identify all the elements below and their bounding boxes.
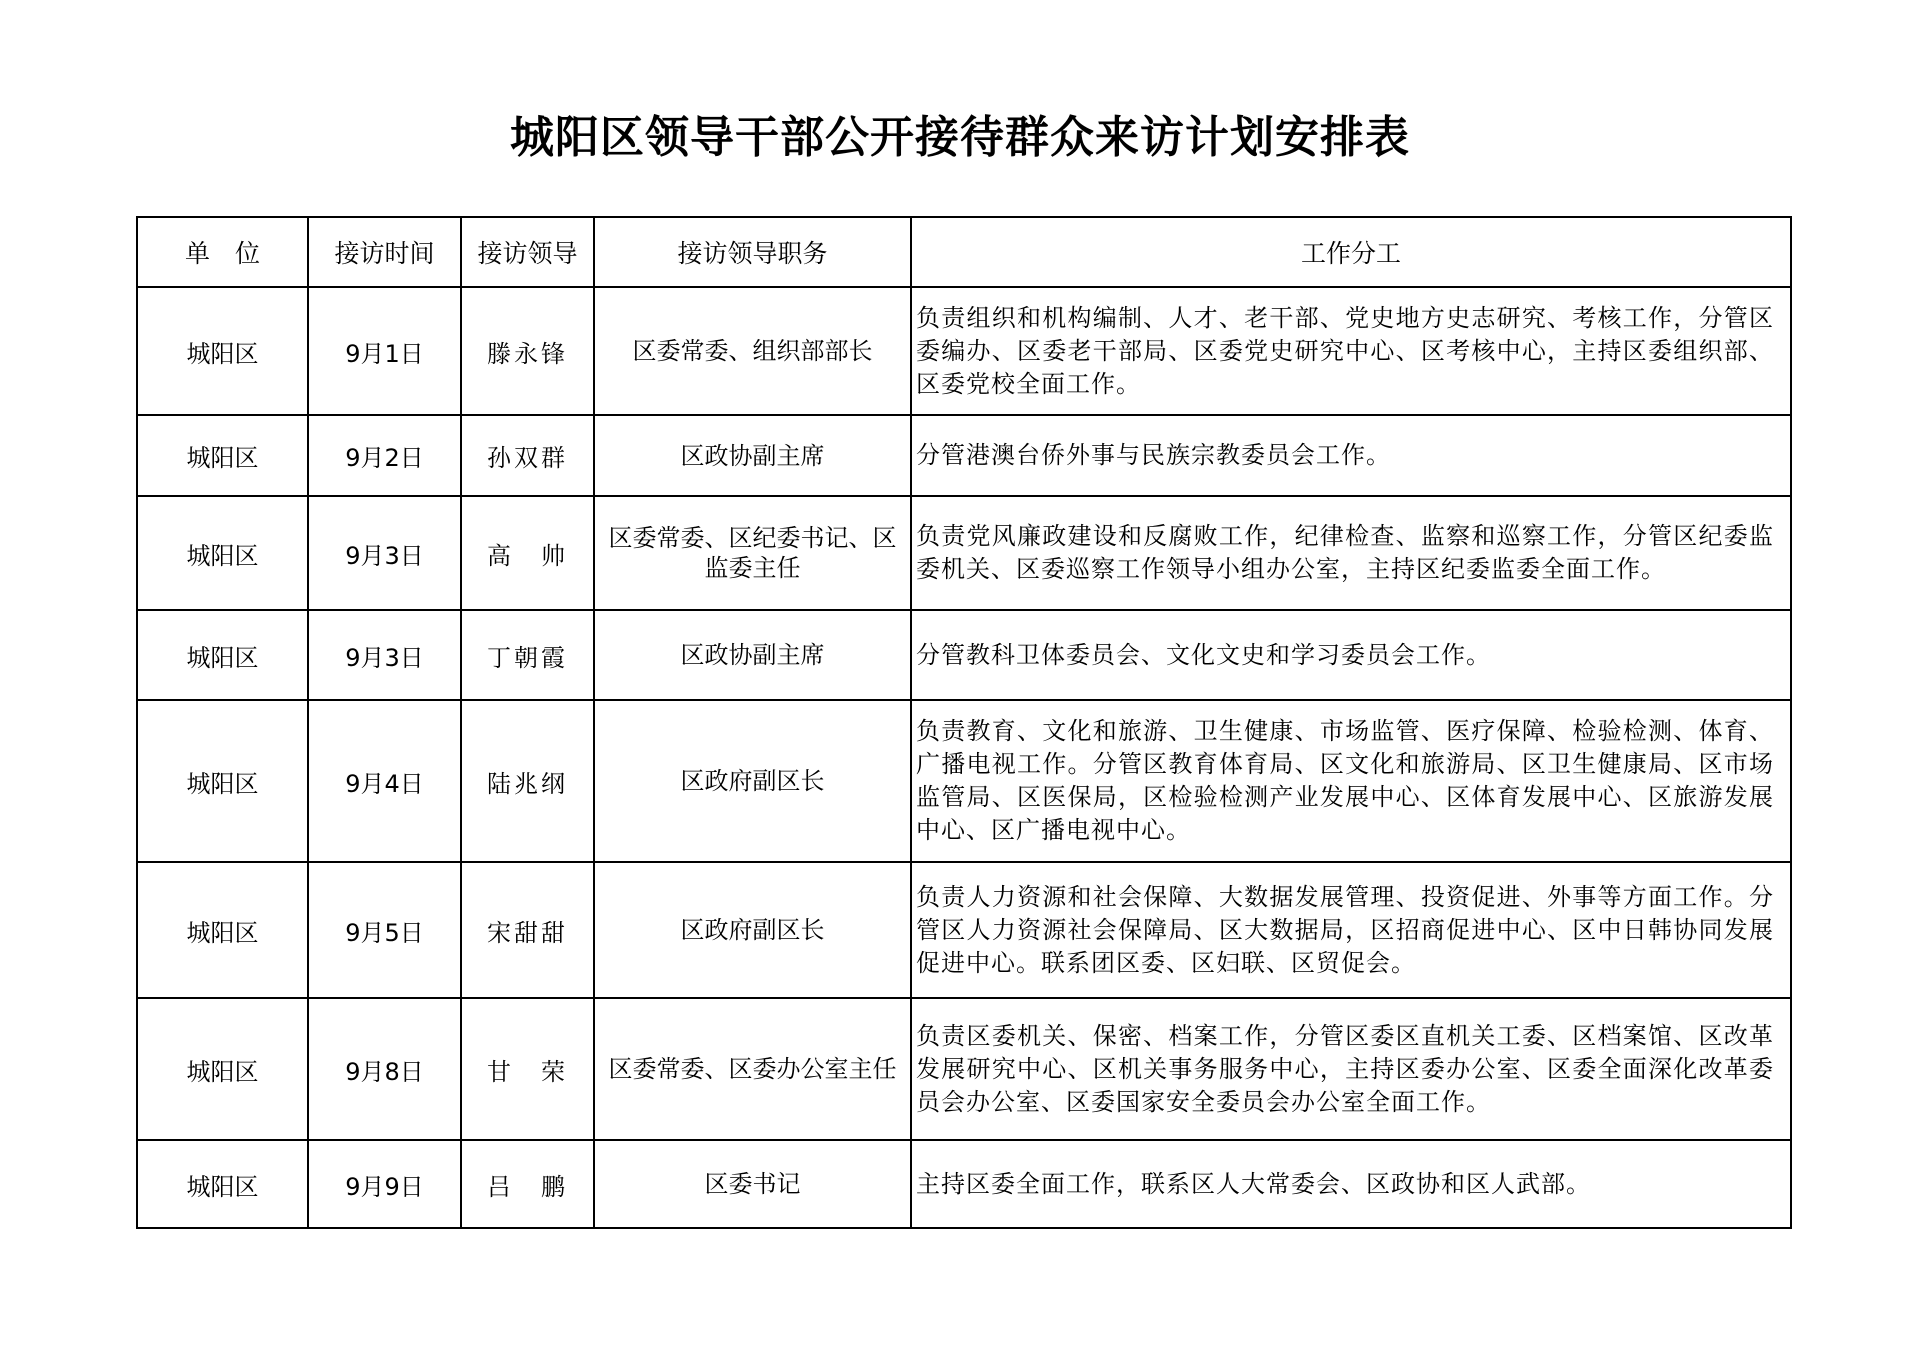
table-row (137, 862, 1791, 998)
cell-leader: 陆兆纲 (461, 700, 594, 862)
header-unit: 单 位 (137, 217, 308, 287)
cell-time: 9月3日 (308, 610, 461, 700)
header-duty: 工作分工 (911, 217, 1791, 287)
table-row (137, 496, 1791, 610)
cell-unit: 城阳区 (137, 862, 308, 998)
cell-leader: 滕永锋 (461, 287, 594, 415)
table-row (137, 998, 1791, 1140)
cell-position: 区政协副主席 (594, 415, 911, 496)
header-leader: 接访领导 (461, 217, 594, 287)
table-row (137, 610, 1791, 700)
cell-unit: 城阳区 (137, 287, 308, 415)
cell-time: 9月5日 (308, 862, 461, 998)
cell-unit: 城阳区 (137, 998, 308, 1140)
cell-leader: 孙双群 (461, 415, 594, 496)
cell-position: 区政府副区长 (594, 862, 911, 998)
table-row (137, 700, 1791, 862)
cell-time: 9月8日 (308, 998, 461, 1140)
cell-position: 区委书记 (594, 1140, 911, 1228)
header-position: 接访领导职务 (594, 217, 911, 287)
cell-unit: 城阳区 (137, 700, 308, 862)
cell-duty: 负责教育、文化和旅游、卫生健康、市场监管、医疗保障、检验检测、体育、广播电视工作。分管区教育体育局、区文化和旅游局、区卫生健康局、区市场监管局、区医保局，区检验检测产业发展中心、区体育发展中心、区旅游发展中心、区广播电视中心。 (911, 700, 1791, 862)
cell-position: 区委常委、区纪委书记、区监委主任 (594, 496, 911, 610)
cell-time: 9月9日 (308, 1140, 461, 1228)
cell-unit: 城阳区 (137, 415, 308, 496)
cell-time: 9月4日 (308, 700, 461, 862)
cell-duty: 主持区委全面工作，联系区人大常委会、区政协和区人武部。 (911, 1140, 1791, 1228)
cell-position: 区委常委、组织部部长 (594, 287, 911, 415)
cell-leader: 甘 荣 (461, 998, 594, 1140)
page-title: 城阳区领导干部公开接待群众来访计划安排表 (510, 112, 1410, 163)
cell-duty: 负责人力资源和社会保障、大数据发展管理、投资促进、外事等方面工作。分管区人力资源社会保障局、区大数据局，区招商促进中心、区中日韩协同发展促进中心。联系团区委、区妇联、区贸促会。 (911, 862, 1791, 998)
cell-duty: 分管港澳台侨外事与民族宗教委员会工作。 (911, 415, 1791, 496)
cell-position: 区政协副主席 (594, 610, 911, 700)
cell-duty: 负责区委机关、保密、档案工作，分管区委区直机关工委、区档案馆、区改革发展研究中心、区机关事务服务中心，主持区委办公室、区委全面深化改革委员会办公室、区委国家安全委员会办公室全面工作。 (911, 998, 1791, 1140)
cell-leader: 高 帅 (461, 496, 594, 610)
header-time: 接访时间 (308, 217, 461, 287)
table-row (137, 287, 1791, 415)
cell-duty: 分管教科卫体委员会、文化文史和学习委员会工作。 (911, 610, 1791, 700)
table-row (137, 1140, 1791, 1228)
cell-unit: 城阳区 (137, 1140, 308, 1228)
schedule-table (136, 216, 1792, 1229)
cell-position: 区政府副区长 (594, 700, 911, 862)
cell-leader: 宋甜甜 (461, 862, 594, 998)
cell-duty: 负责组织和机构编制、人才、老干部、党史地方史志研究、考核工作，分管区委编办、区委老干部局、区委党史研究中心、区考核中心，主持区委组织部、区委党校全面工作。 (911, 287, 1791, 415)
cell-time: 9月2日 (308, 415, 461, 496)
cell-unit: 城阳区 (137, 610, 308, 700)
cell-position: 区委常委、区委办公室主任 (594, 998, 911, 1140)
cell-leader: 丁朝霞 (461, 610, 594, 700)
table-row (137, 415, 1791, 496)
table-header-row (137, 217, 1791, 287)
cell-time: 9月1日 (308, 287, 461, 415)
cell-duty: 负责党风廉政建设和反腐败工作，纪律检查、监察和巡察工作，分管区纪委监委机关、区委巡察工作领导小组办公室，主持区纪委监委全面工作。 (911, 496, 1791, 610)
cell-leader: 吕 鹏 (461, 1140, 594, 1228)
cell-time: 9月3日 (308, 496, 461, 610)
cell-unit: 城阳区 (137, 496, 308, 610)
